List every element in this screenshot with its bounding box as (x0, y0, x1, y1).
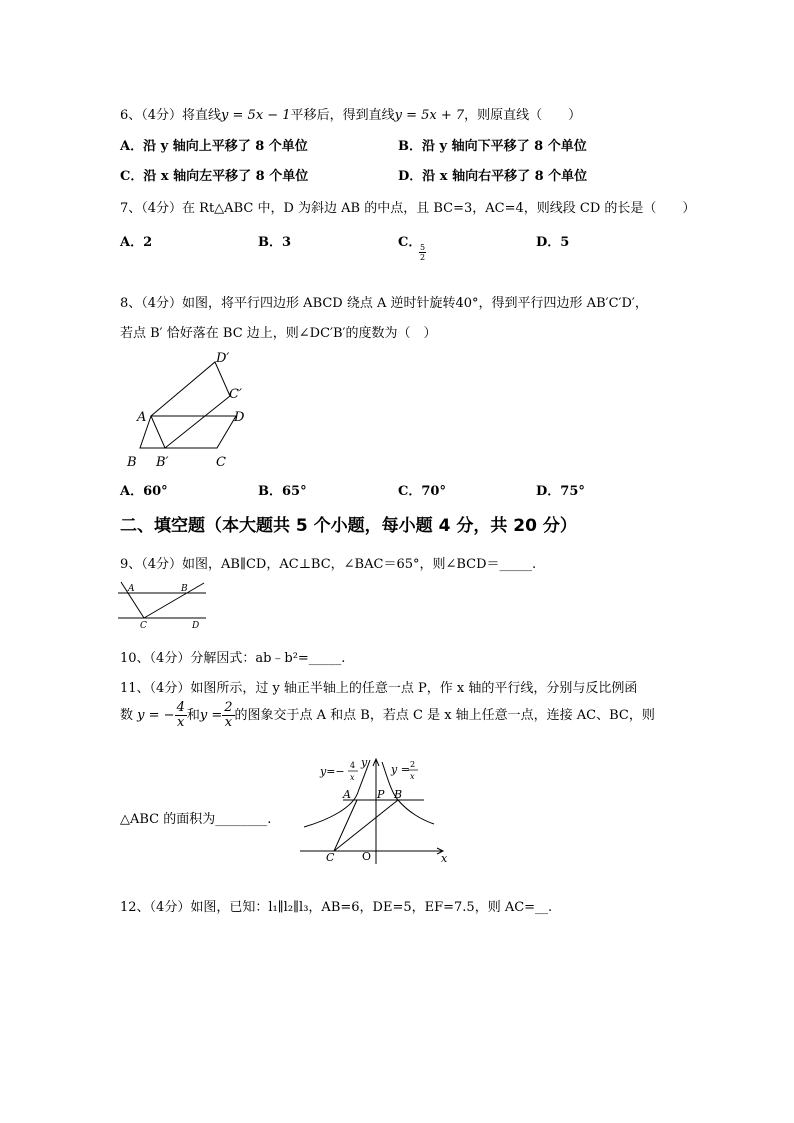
q11-graph (298, 756, 454, 866)
q6-prefix: 6、（4分）将直线 (120, 108, 222, 123)
q11-label-right-num: 2 (410, 760, 416, 769)
q6-option-b[interactable]: B．沿 y 轴向下平移了 8 个单位 (398, 139, 587, 154)
q8-option-c[interactable]: C．70° (398, 484, 446, 499)
q9-label-a: A (128, 584, 135, 594)
q6-mid: 平移后，得到直线 (290, 108, 395, 123)
q9-figure (118, 580, 210, 632)
q7-option-c[interactable]: C． (398, 235, 422, 250)
section-2-title: 二、填空题（本大题共 5 个小题，每小题 4 分，共 20 分） (120, 516, 577, 536)
q7-option-b[interactable]: B．3 (258, 235, 292, 250)
q11-f2-fraction (222, 701, 234, 730)
q11-stem-line1: 11、（4分）如图所示，过 y 轴正半轴上的任意一点 P，作 x 轴的平行线，分别与反比例函 (120, 681, 638, 696)
q6-stem (120, 104, 581, 123)
q8-label-d: D (234, 410, 245, 425)
q11-label-y: y (361, 756, 368, 769)
q11-label-left-fn: y=− (320, 765, 345, 778)
q7-option-d[interactable]: D．5 (536, 235, 570, 250)
q6-eq2: y = 5x + 7 (394, 108, 465, 123)
q11-f1-lhs: y = − (137, 708, 175, 723)
q11-and: 和 (186, 708, 200, 723)
q7-stem: 7、（4分）在 Rt△ABC 中，D 为斜边 AB 的中点，且 BC=3，AC=4，则线段 CD 的长是（ ） (120, 201, 696, 216)
q9-label-d: D (192, 621, 200, 631)
q11-f2-denominator: x (224, 715, 233, 730)
q6-option-c[interactable]: C．沿 x 轴向左平移了 8 个单位 (120, 169, 309, 184)
q11-label-p: P (377, 788, 385, 801)
q8-label-d-prime: D′ (216, 351, 230, 366)
q11-label-x: x (441, 852, 448, 865)
q11-stem-line2 (120, 701, 655, 730)
q9-label-b: B (181, 584, 188, 594)
q9-label-c: C (140, 621, 147, 631)
q8-label-b-prime: B′ (156, 455, 169, 470)
q8-label-a: A (137, 410, 147, 425)
q8-label-c-prime: C′ (229, 387, 242, 402)
q6-option-d[interactable]: D．沿 x 轴向右平移了 8 个单位 (398, 169, 588, 184)
q11-f2-lhs: y = (199, 708, 223, 723)
q8-option-a[interactable]: A．60° (120, 484, 168, 499)
q12-stem: 12、（4分）如图，已知：l₁∥l₂∥l₃，AB=6，DE=5，EF=7.5，则 AC=__. (120, 900, 553, 915)
q9-segment-bc (144, 583, 204, 618)
q11-f1-numerator: 4 (176, 700, 185, 715)
q6-eq1: y = 5x − 1 (221, 108, 291, 123)
q11-f2-numerator: 2 (224, 700, 233, 715)
q8-label-c: C (216, 455, 226, 470)
q6-suffix: ，则原直线（ ） (464, 108, 582, 123)
q8-parallelogram-figure (120, 350, 260, 470)
q11-label-a: A (343, 788, 351, 801)
q8-stem-line2: 若点 B′ 恰好落在 BC 边上，则∠DC′B′的度数为（ ） (120, 326, 437, 341)
q11-stem-line3: △ABC 的面积为________. (120, 812, 272, 827)
q11-label-left-num: 4 (350, 761, 356, 770)
q10-stem: 10、（4分）分解因式：ab﹣b²=_____. (120, 651, 346, 666)
q11-label-o: O (362, 850, 372, 863)
q8-option-d[interactable]: D．75° (536, 484, 585, 499)
q11-f1-denominator: x (177, 715, 185, 730)
q11-line2-suffix: 的图象交于点 A 和点 B，若点 C 是 x 轴上任意一点，连接 AC、BC，则 (234, 708, 655, 723)
q11-label-right-den: x (410, 772, 415, 781)
q11-label-c: C (326, 851, 335, 864)
q8-parallelogram-abcd (140, 416, 236, 448)
q11-line2-prefix: 数 (120, 708, 134, 723)
q7-c-denominator: 2 (420, 253, 426, 262)
q7-option-c-fraction (419, 243, 426, 262)
q7-c-numerator: 5 (420, 243, 426, 252)
q11-label-b: B (394, 788, 403, 801)
q8-stem-line1: 8、（4分）如图，将平行四边形 ABCD 绕点 A 逆时针旋转40°，得到平行四边形 AB′C′D′， (120, 296, 648, 311)
q6-option-a[interactable]: A．沿 y 轴向上平移了 8 个单位 (120, 139, 308, 154)
q9-stem: 9、（4分）如图，AB∥CD，AC⊥BC，∠BAC＝65°，则∠BCD＝_____. (120, 557, 537, 572)
q8-option-b[interactable]: B．65° (258, 484, 307, 499)
q11-label-left-den: x (350, 773, 355, 782)
q11-f1-fraction (175, 701, 187, 730)
q8-label-b: B (127, 455, 137, 470)
q11-label-right-fn: y = (391, 763, 410, 776)
q8-parallelogram-ab-c-d (151, 362, 230, 448)
q7-option-a[interactable]: A．2 (120, 235, 153, 250)
q11-segment-bc (334, 800, 398, 851)
